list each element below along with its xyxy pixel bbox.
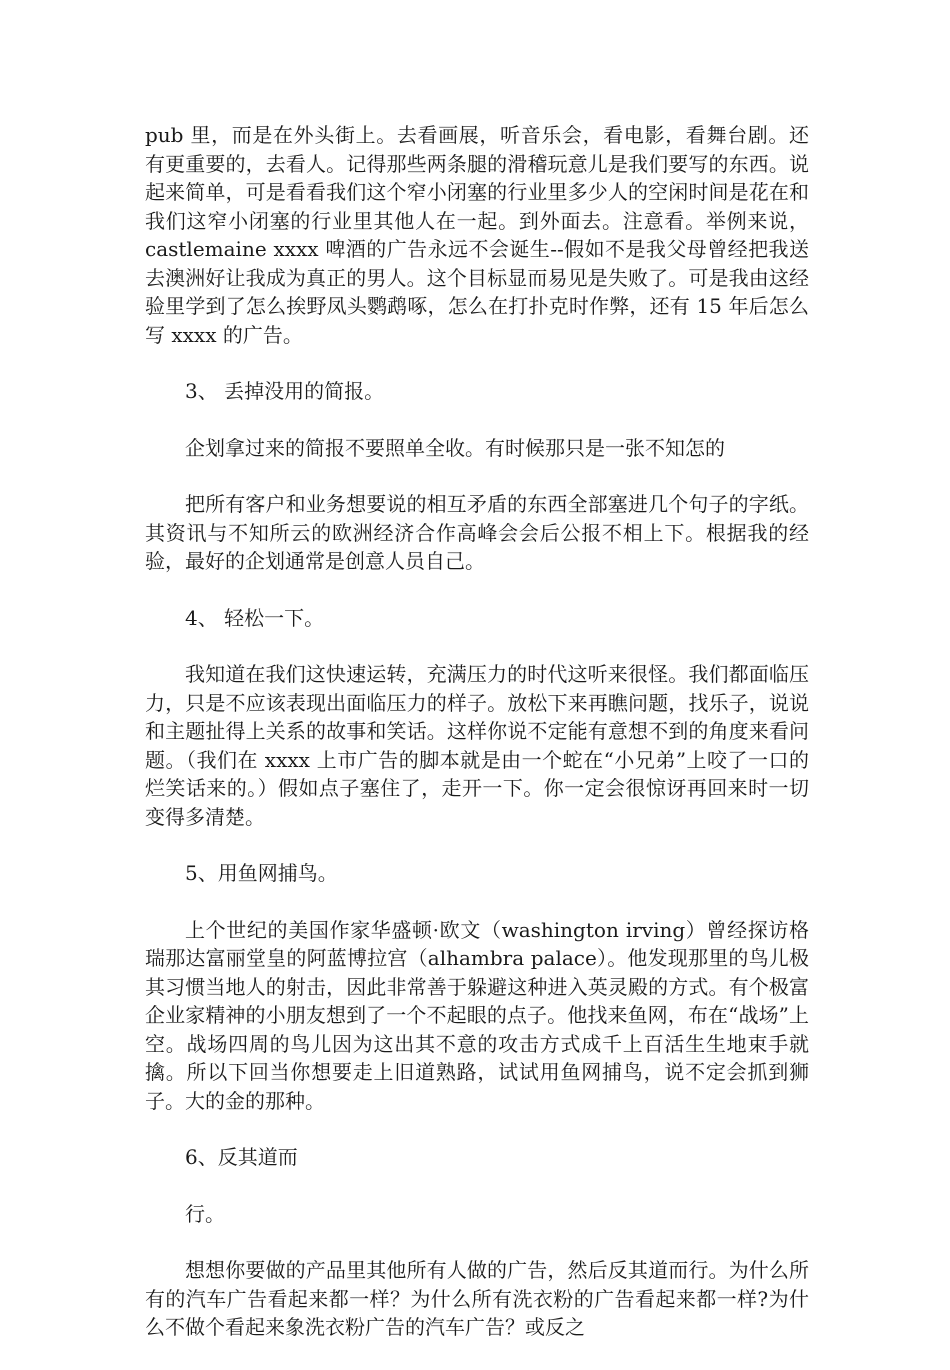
document-body xyxy=(145,121,809,1370)
heading-item-6: 6、反其道而 xyxy=(185,1145,298,1169)
paragraph-contrarian: 想想你要做的产品里其他所有人做的广告，然后反其道而行。为什么所有的汽车广告看起来都一样？为什么所有洗衣粉的广告看起来都一样?为什么不做个看起来象洗衣粉广告的汽车广告？或反之 xyxy=(145,1258,809,1339)
heading-item-6-continued: 行。 xyxy=(185,1201,225,1226)
heading-item-5: 5、用鱼网捕鸟。 xyxy=(185,861,338,885)
paragraph-briefs-body: 把所有客户和业务想要说的相互矛盾的东西全部塞进几个句子的字纸。其资讯与不知所云的欧洲经济合作高峰会会后公报不相上下。根据我的经验，最好的企划通常是创意人员自己。 xyxy=(145,492,809,573)
paragraph-go-outside: pub 里，而是在外头街上。去看画展，听音乐会，看电影，看舞台剧。还有更重要的，去看人。记得那些两条腿的滑稽玩意儿是我们要写的东西。说起来简单，可是看看我们这个窄小闭塞的行业里多少人的空闲时间是花在和我们这窄小闭塞的行业里其他人在一起。到外面去。注意看。举例来说，castlemaine xxxx 啤酒的广告永远不会诞生--假如不是我父母曾经把我送去澳洲好让我成为真正的男人。这个目标显而易见是失败了。可是我由这经验里学到了怎么挨野凤头鹦鹉啄，怎么在打扑克时作弊，还有 15 年后怎么写 xxxx 的广告。 xyxy=(145,123,809,347)
paragraph-relax: 我知道在我们这快速运转，充满压力的时代这听来很怪。我们都面临压力，只是不应该表现出面临压力的样子。放松下来再瞧问题，找乐子，说说和主题扯得上关系的故事和笑话。这样你说不定能有意想不到的角度来看问题。（我们在 xxxx 上市广告的脚本就是由一个蛇在“小兄弟”上咬了一口的烂笑话来的。）假如点子塞住了，走开一下。你一定会很惊讶再回来时一切变得多清楚。 xyxy=(145,662,809,829)
heading-item-3: 3、 丢掉没用的简报。 xyxy=(185,379,385,403)
paragraph-briefs-intro: 企划拿过来的简报不要照单全收。有时候那只是一张不知怎的 xyxy=(185,435,725,460)
paragraph-fishing-net: 上个世纪的美国作家华盛顿·欧文（washington irving）曾经探访格瑞那达富丽堂皇的阿蓝博拉宫（alhambra palace）。他发现那里的鸟儿极其习惯当地人的射击，因此非常善于躲避这种进入英灵殿的方式。有个极富企业家精神的小朋友想到了一个不起眼的点子。他找来鱼网，布在“战场”上空。战场四周的鸟儿因为这出其不意的攻击方式成千上百活生生地束手就擒。所以下回当你想要走上旧道熟路，试试用鱼网捕鸟，说不定会抓到狮子。大的金的那种。 xyxy=(145,917,809,1113)
heading-item-4: 4、 轻松一下。 xyxy=(185,605,325,630)
